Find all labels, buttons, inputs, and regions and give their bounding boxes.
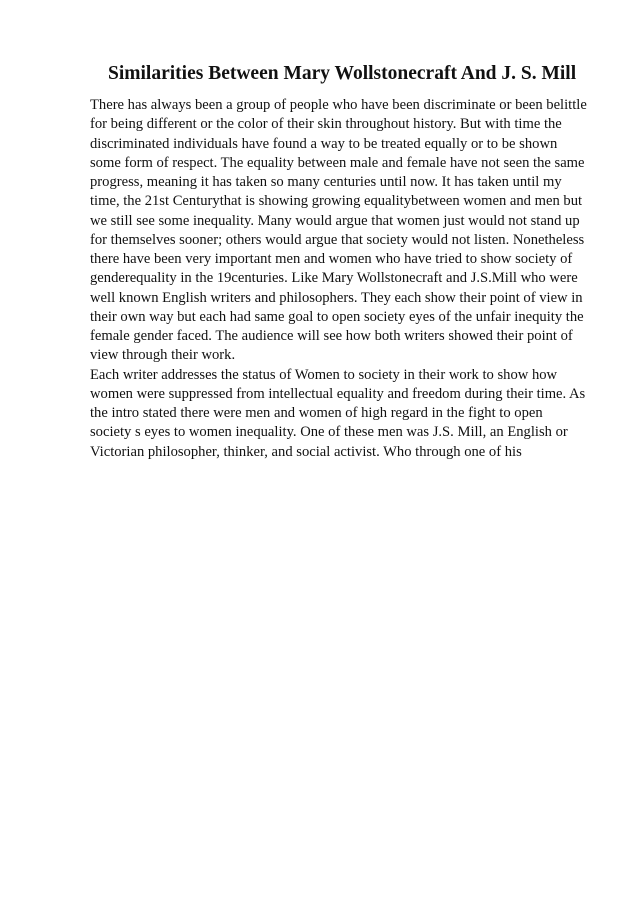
text-line: for themselves sooner; others would argue that society would not listen. Nonetheless [90, 231, 585, 248]
text-line: time, the 21st Centurythat is showing growing equalitybetween women and men but [90, 193, 583, 210]
text-line: the intro stated there were men and women of high regard in the fight to open [90, 405, 543, 421]
text-line: their own way but each had same goal to open society eyes of the unfair inequity the [90, 308, 584, 325]
text-line: there have been very important men and women who have tried to show society of [90, 251, 573, 267]
text-line: progress, meaning it has taken so many centuries until now. It has taken until my [90, 174, 562, 190]
text-line: discriminated individuals have found a way to be treated equally or to be shown [90, 135, 558, 152]
text-line: female gender faced. The audience will see how both writers showed their point of [90, 328, 573, 344]
document-body [90, 96, 610, 462]
text-line: some form of respect. The equality between male and female have not seen the same [90, 154, 585, 171]
text-line: we still see some inequality. Many would argue that women just would not stand up [90, 212, 580, 229]
text-line: genderequality in the 19centuries. Like Mary Wollstonecraft and J.S.Mill who were [90, 270, 578, 287]
text-line: view through their work. [90, 347, 236, 364]
text-line: well known English writers and philosophers. They each show their point of view in [90, 289, 583, 306]
document-title: Similarities Between Mary Wollstonecraft And J. S. Mill [108, 63, 577, 84]
text-line: society s eyes to women inequality. One of these men was J.S. Mill, an English or [90, 424, 568, 441]
text-line: for being different or the color of their skin throughout history. But with time the [90, 116, 562, 133]
text-line: Victorian philosopher, thinker, and social activist. Who through one of his [90, 443, 522, 460]
text-line: women were suppressed from intellectual equality and freedom during their time. As [90, 385, 586, 402]
text-line: There has always been a group of people who have been discriminate or been belittle [90, 97, 587, 113]
text-line: Each writer addresses the status of Women to society in their work to show how [90, 366, 558, 383]
